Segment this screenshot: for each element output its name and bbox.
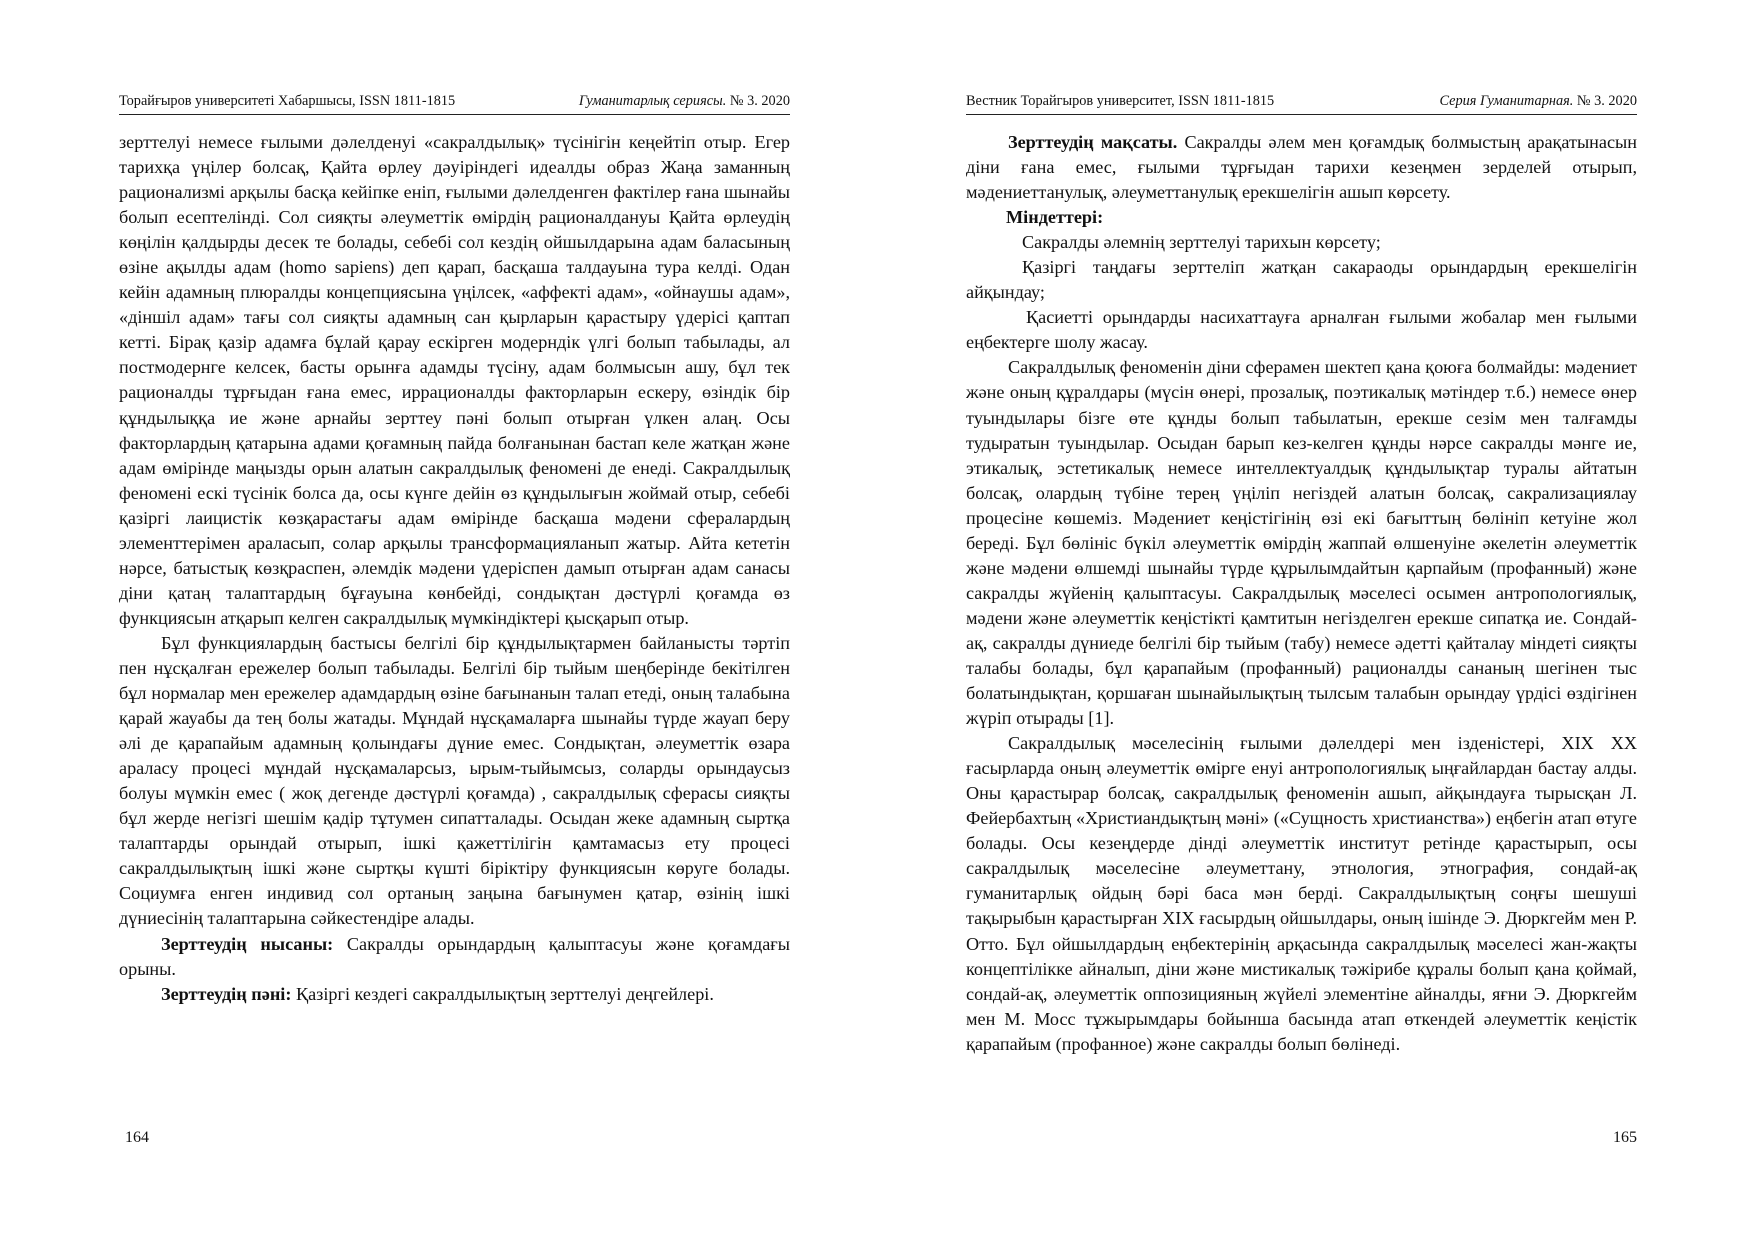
running-header [966, 92, 1637, 115]
tasks-heading [966, 205, 1637, 230]
task-item: Сакралды әлемнің зерттелуі тарихын көрсету; [1022, 232, 1381, 253]
task-item: Қазіргі таңдағы зерттеліп жатқан сакараоды орындардың ерекшелігін айқындау; [966, 257, 1637, 303]
issue-number: № 3. 2020 [729, 93, 790, 109]
research-object-text: Сакралды орындардың қалыптасуы және қоғамдағы орыны. [119, 933, 790, 979]
research-object [119, 932, 790, 982]
research-aim [966, 130, 1637, 205]
series-name: Серия Гуманитарная. [1439, 93, 1574, 109]
page-number: 164 [125, 1129, 149, 1146]
research-aim-text: Сакралды әлем мен қоғамдық болмыстың арақатынасын діни ғана емес, ғылыми тұрғыдан тарихи кезеңмен зерделей отырып, мәдениеттанулық, әлеуметтанулық ерекшелігін ашып көрсету. [966, 132, 1637, 203]
page-body [119, 130, 790, 1007]
tasks-label: Міндеттері: [1006, 207, 1104, 228]
research-object-label: Зерттеудің нысаны: [161, 933, 334, 954]
research-aim-label: Зерттеудің мақсаты. [1008, 132, 1178, 152]
journal-title: Вестник Торайгыров университет, ISSN 1811-1815 [966, 93, 1275, 109]
paragraph: Бұл функциялардың бастысы белгілі бір құндылықтармен байланысты тәртіп пен нұсқалған ережелер болып табылады. Белгілі бір тыйым шеңберінде бекітілген бұл нормалар мен ережелер адамдардың өзіне бағынанын талап етеді, оның талабына қарай жауабы да тең болы жатады. Мұндай нұсқамаларға шынайы түрде жауап беру әлі де қарапайым адамның қолындағы дүние емес. Сондықтан, әлеуметтік өзара араласу процесі мұндай нұсқамаларсыз, ырым-тыйымсыз, соларды орындаусыз болуы мүмкін емес ( жоқ дегенде дәстүрлі қоғамда) , сакралдылық сферасы сияқты бұл жерде негізгі шешім қадір тұтумен сипатталады. Осыдан жеке адамның сыртқа талаптарды орындай отырып, ішкі қажеттілігін қамтамасыз ету процесі сакралдылықтың ішкі және сыртқы күшті біріктіру функциясын көруге болады. Социумға енген индивид сол ортаның заңына бағынумен қатар, өзінің ішкі дүниесінің талаптарына сәйкестендіре алады. [119, 632, 790, 929]
research-subject [119, 982, 790, 1007]
issue-number: № 3. 2020 [1576, 93, 1637, 109]
journal-title: Торайғыров университеті Хабаршысы, ISSN 1811-1815 [119, 93, 456, 109]
page-body [966, 130, 1637, 1057]
paragraph: зерттелуі немесе ғылыми дәлелденуі «сакралдылық» түсінігін кеңейтіп отыр. Егер тарихқа үңілер болсақ, Қайта өрлеу дәуіріндегі идеалды образ Жаңа заманның рационализмі арқылы басқа кейіпке еніп, ғылыми дәлелденген фактілер ғана шынайы болып есептелінді. Сол сияқты әлеуметтік өмірдің рационалдануы Қайта өрлеудің көңілін қалдырды десек те болады, себебі сол кездің ойшылдарына адам баласының өзіне ақылды адам (homo sapiens) деп қарап, басқаша талдауына тура келді. Одан кейін адамның плюралды концепциясына үңілсек, «аффекті адам», «ойнаушы адам», «діншіл адам» тағы сол сияқты адамның сан қырларын қарастыру үдерісі қаптап кетті. Бірақ қазір адамға бұлай қарау ескірген модерндік үлгі болып табылады, ал постмодернге келсек, басты орынға адамды түсіну, адам болмысын ашу, бұл тек рационалды тұрғыдан ғана емес, иррационалды факторларын ескеру, өзіндік бір құндылыққа ие және арнайы зерттеу пәні болып отырған үлкен алаң. Осы факторлардың қатарына адами қоғамның пайда болғанынан бастап келе жатқан және адам өмірінде маңызды орын алатын сакралдылық феномені де енеді. Сакралдылық феномені ескі түсінік болса да, осы күнге дейін өз құндылығын жоймай отыр, себебі қазіргі лаицистік көзқарастағы адам өмірінде басқаша мәдени сфералардың элементтерімен араласып, солар арқылы трансформацияланып жатыр. Айта кететін нәрсе, батыстық көзқраспен, әлемдік мәдени үдеріспен дамып отырған адам санасы діни қатаң талаптардың бұғауына көнбейді, сондықтан дәстүрлі қоғамда өз функциясын атқарып келген сакралдылық мүмкіндіктері қысқарып отыр. [119, 132, 790, 628]
task-item: Қасиетті орындарды насихаттауға арналған ғылыми жобалар мен ғылыми еңбектерге шолу жасау. [966, 307, 1637, 353]
series-info [1440, 92, 1637, 110]
series-name: Гуманитарлық сериясы. [578, 93, 727, 109]
right-page [966, 0, 1637, 1241]
research-subject-text: Қазіргі кездегі сакралдылықтың зерттелуі деңгейлері. [291, 983, 714, 1004]
paragraph: Сакралдылық феноменін діни сферамен шектеп қана қоюға болмайды: мәдениет және оның құралдары (мүсін өнері, прозалық, поэтикалық мәтіндер т.б.) немесе өнер туындылары бізге өте құнды болып табылатын, ерекше сезім мен талғамды тудыратын туындылар. Осыдан барып кез-келген құнды нәрсе сакралды мәнге ие, этикалық, эстетикалық немесе интеллектуалдық құндылықтар туралы айтатын болсақ, олардың түбіне терең үңіліп негіздей алатын болсақ, сакрализациялау процесіне көшеміз. Мәдениет кеңістігінің өзі екі бағыттың бөлініп кетуіне жол береді. Бұл бөлініс бүкіл әлеуметтік өмірдің жаппай өлшенуіне әкелетін әлеуметтік және мәдени өлшемді шынайы түрде құрылымдайтын қарпайым (профанный) және сакралды жүйенің қалыптасуы. Сакралдылық мәселесі осымен антропологиялық, мәдени және әлеуметтік кеңістікті қамтитын негізделген ерекше сипатқа ие. Сондай-ақ, сакралды дүниеде белгілі бір тыйым (табу) немесе әдетті қайталау міндеті сияқты талабы болады, бұл қарапайым (профанный) рационалды сананың шегінен тыс болатындықтан, қоршаған шынайылықтың тылсым талабын орындау үрдісі өздігінен жүріп отырады [1]. [966, 357, 1637, 729]
page-number: 165 [1613, 1129, 1637, 1146]
series-info [579, 92, 790, 110]
research-subject-label: Зерттеудің пәні: [161, 983, 292, 1004]
paragraph: Сакралдылық мәселесінің ғылыми дәлелдері мен ізденістері, XIX XX ғасырларда оның әлеуметтік өмірге енуі антропологиялық ыңғайлардан бастау алды. Оны қарастырар болсақ, сакралдылық феноменін ашып, айқындауға тырысқан Л. Фейербахтың «Христиандықтың мәні» («Сущность христианства») еңбегін атап өтуге болады. Осы кезеңдерде дінді әлеуметтік институт ретінде қарастырып, осы сакралдылық мәселесіне әлеуметтану, этнология, этнография, сондай-ақ гуманитарлық ойдың бәрі баса мән берді. Сакралдылықтың соңғы шешуші тақырыбын қарастырған XIX ғасырдың ойшылдары, оның ішінде Э. Дюркгейм мен Р. Отто. Бұл ойшылдардың еңбектерінің арқасында сакралдылық мәселесі жан-жақты концептілікке айналып, діни және мистикалық тәжірибе құралы болып қана қоймай, сондай-ақ, әлеуметтік оппозицияның жүйелі элементіне айналды, яғни Э. Дюркгейм мен М. Мосс тұжырымдары бойынша басында атап өткендей әлеуметтік кеңістік қарапайым (профанное) және сакралды болып бөлінеді. [966, 733, 1637, 1054]
running-header [119, 92, 790, 115]
left-page [119, 0, 790, 1241]
